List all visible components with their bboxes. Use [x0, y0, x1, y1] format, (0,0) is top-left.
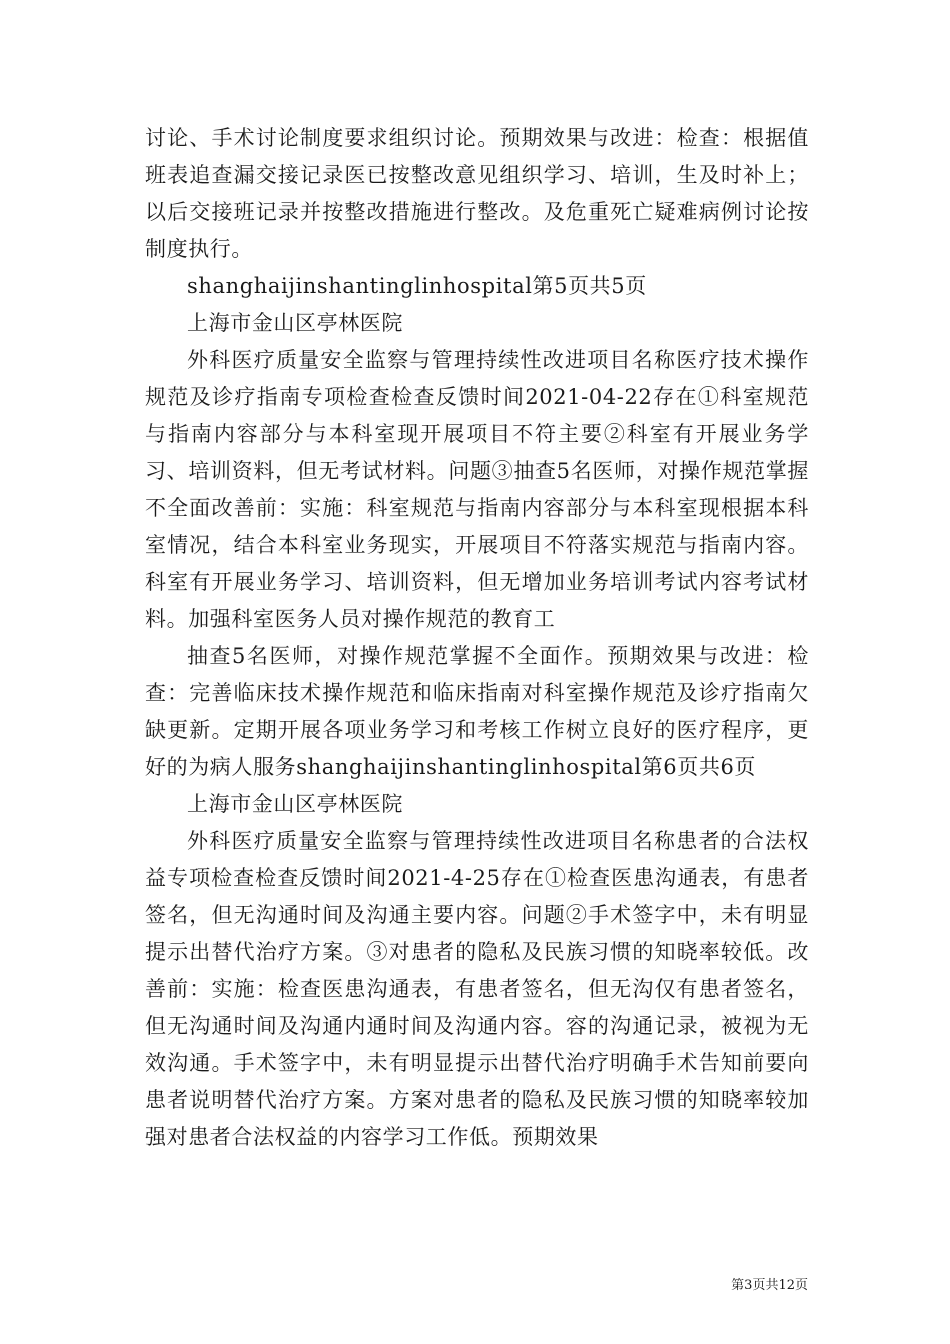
paragraph: 讨论、手术讨论制度要求组织讨论。预期效果与改进：检查：根据值班表追查漏交接记录医已按整改意见组织学习、培训，生及时补上；以后交接班记录并按整改措施进行整改。及危重死亡疑难病例讨论按制度执行。 [145, 126, 809, 261]
document-body [145, 120, 809, 1156]
paragraph: 上海市金山区亭林医院 [187, 792, 403, 816]
paragraph: 上海市金山区亭林医院 [187, 311, 403, 335]
page-number-footer: 第3页共12页 [731, 1278, 808, 1293]
paragraph: 外科医疗质量安全监察与管理持续性改进项目名称患者的合法权益专项检查检查反馈时间2021-4-25存在①检查医患沟通表，有患者签名，但无沟通时间及沟通主要内容。问题②手术签字中，未有明显提示出替代治疗方案。③对患者的隐私及民族习惯的知晓率较低。改善前：实施：检查医患沟通表，有患者签名，但无沟仅有患者签名，但无沟通时间及沟通内通时间及沟通内容。容的沟通记录，被视为无效沟通。手术签字中，未有明显提示出替代治疗明确手术告知前要向患者说明替代治疗方案。方案对患者的隐私及民族习惯的知晓率较加强对患者合法权益的内容学习工作低。预期效果 [145, 829, 809, 1149]
paragraph: 外科医疗质量安全监察与管理持续性改进项目名称医疗技术操作规范及诊疗指南专项检查检查反馈时间2021-04-22存在①科室规范与指南内容部分与本科室现开展项目不符主要②科室有开展业务学习、培训资料，但无考试材料。问题③抽查5名医师，对操作规范掌握不全面改善前：实施：科室规范与指南内容部分与本科室现根据本科室情况，结合本科室业务现实，开展项目不符落实规范与指南内容。科室有开展业务学习、培训资料，但无增加业务培训考试内容考试材料。加强科室医务人员对操作规范的教育工 [145, 348, 809, 631]
paragraph: shanghaijinshantinglinhospital第5页共5页 [187, 274, 647, 298]
paragraph: 抽查5名医师，对操作规范掌握不全面作。预期效果与改进：检查：完善临床技术操作规范和临床指南对科室操作规范及诊疗指南欠缺更新。定期开展各项业务学习和考核工作树立良好的医疗程序，更好的为病人服务shanghaijinshantinglinhospital第6页共6页 [145, 644, 809, 779]
